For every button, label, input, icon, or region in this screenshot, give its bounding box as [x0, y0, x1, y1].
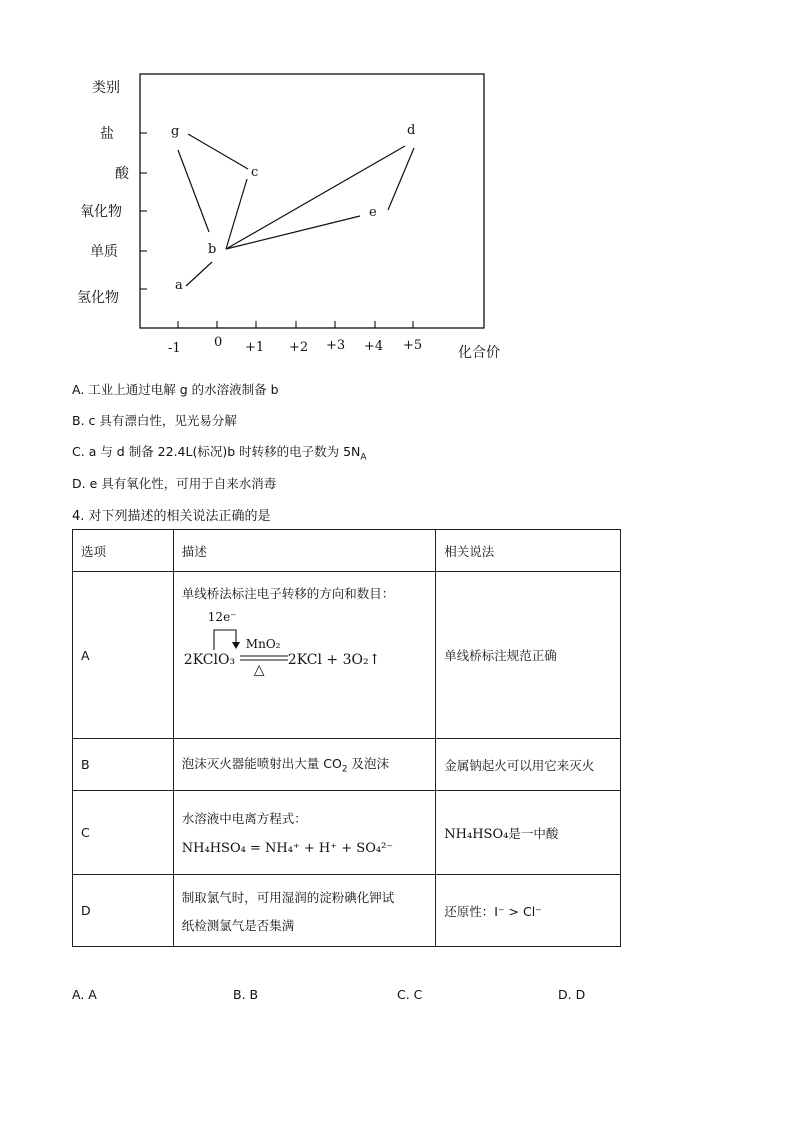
row-b-claim: 金属钠起火可以用它来灭火	[436, 739, 621, 791]
connector-lines	[178, 134, 414, 286]
row-b-desc-sub: 2	[341, 764, 348, 775]
row-c-claim-formula: NH₄HSO₄	[444, 826, 509, 842]
row-a-equation	[182, 602, 427, 712]
y-label-element: 单质	[90, 244, 118, 260]
row-c-option: C	[73, 791, 174, 875]
table-row	[73, 739, 621, 791]
row-a-claim: 单线桥标注规范正确	[436, 572, 621, 739]
x-label-p2: +2	[289, 340, 309, 355]
row-a-option: A	[73, 572, 174, 739]
catalyst: MnO₂	[245, 637, 281, 651]
header-description: 描述	[173, 530, 435, 572]
option-c-text: a 与 d 制备 22.4L(标况)b 时转移的电子数为 5N	[88, 444, 361, 459]
point-d: d	[407, 123, 416, 138]
row-c-description	[173, 791, 435, 875]
y-ticks	[140, 133, 147, 289]
option-c	[72, 442, 367, 463]
x-label-p5: +5	[403, 338, 423, 353]
option-a	[72, 380, 279, 398]
point-e: e	[369, 205, 377, 220]
header-option: 选项	[73, 530, 174, 572]
x-label-0: 0	[214, 335, 223, 350]
answer-choices	[72, 987, 632, 1007]
y-label-salt: 盐	[100, 126, 114, 142]
row-d-option: D	[73, 875, 174, 947]
point-a: a	[175, 278, 183, 293]
x-label-p3: +3	[326, 338, 346, 353]
option-d-text: e 具有氧化性，可用于自来水消毒	[89, 476, 277, 491]
row-b-description	[173, 739, 435, 791]
row-d-desc-line1: 制取氯气时，可用湿润的淀粉碘化钾试	[181, 889, 395, 905]
row-b-option: B	[73, 739, 174, 791]
answer-c: C. C	[397, 987, 423, 1002]
row-a-desc-text: 单线桥法标注电子转移的方向和数目：	[181, 586, 395, 601]
electron-count: 12e⁻	[207, 610, 237, 624]
x-label-p4: +4	[364, 339, 384, 354]
point-g: g	[171, 124, 180, 139]
x-ticks	[178, 321, 413, 328]
table-row	[73, 875, 621, 947]
option-d-label: D.	[72, 476, 86, 491]
valence-class-diagram	[60, 62, 530, 372]
answer-d: D. D	[558, 987, 586, 1002]
option-b	[72, 411, 237, 429]
x-axis-title: 化合价	[458, 345, 500, 361]
answer-a: A. A	[72, 987, 97, 1002]
option-b-text: c 具有漂白性，见光易分解	[88, 413, 237, 428]
row-a-description	[173, 572, 435, 739]
answer-b: B. B	[233, 987, 259, 1002]
question-table	[72, 529, 621, 947]
y-label-oxide: 氧化物	[80, 204, 122, 220]
row-c-desc-text: 水溶液中电离方程式：	[181, 811, 307, 826]
heat-symbol: △	[253, 662, 265, 678]
row-d-claim: 还原性：I⁻ > Cl⁻	[436, 875, 621, 947]
row-b-desc-before: 泡沫灭火器能喷射出大量 CO	[181, 756, 342, 772]
table-row	[73, 791, 621, 875]
option-c-subscript: A	[360, 452, 367, 463]
table-row	[73, 572, 621, 739]
header-claim: 相关说法	[436, 530, 621, 572]
row-d-description	[173, 875, 435, 947]
row-c-equation: NH₄HSO₄ = NH₄⁺ + H⁺ + SO₄²⁻	[181, 841, 394, 856]
row-c-claim	[436, 791, 621, 875]
y-label-hydride: 氢化物	[77, 290, 119, 306]
diagram-frame	[140, 74, 484, 328]
x-label-p1: +1	[245, 340, 265, 355]
y-label-acid: 酸	[115, 166, 129, 182]
row-c-claim-rest: 是一中酸	[508, 825, 559, 841]
y-axis-title: 类别	[92, 80, 120, 96]
reactant: 2KClO₃	[183, 652, 236, 668]
products: 2KCl + 3O₂↑	[287, 652, 381, 668]
point-b: b	[208, 242, 217, 257]
option-c-label: C.	[72, 444, 85, 459]
option-b-label: B.	[72, 413, 85, 428]
row-d-desc-line2: 纸检测氯气是否集满	[181, 917, 295, 933]
point-c: c	[251, 165, 259, 180]
table-header-row	[73, 530, 621, 572]
option-a-label: A.	[72, 382, 85, 397]
row-b-desc-after: 及泡沫	[347, 756, 390, 772]
x-label-m1: -1	[168, 341, 181, 356]
option-a-text: 工业上通过电解 g 的水溶液制备 b	[88, 382, 279, 397]
option-d	[72, 474, 276, 492]
question-4-title: 4. 对下列描述的相关说法正确的是	[72, 509, 271, 524]
